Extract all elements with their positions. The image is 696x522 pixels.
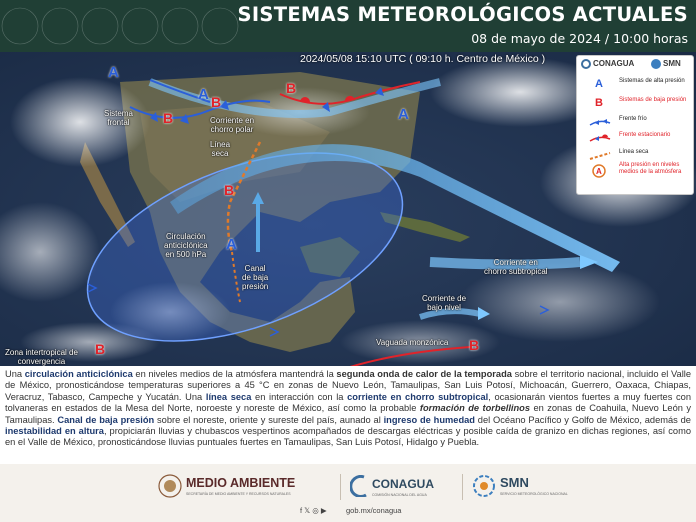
desc-keyword: formación de torbellinos bbox=[419, 403, 531, 414]
label-corriente-polar: Corriente en chorro polar bbox=[210, 116, 255, 134]
smn-logo-text: SMN bbox=[500, 475, 529, 490]
desc-keyword: Canal de baja presión bbox=[57, 414, 155, 425]
desc-text: , propiciarán lluvias y chubascos vespertinos acompañados de descargas eléctricas y posible caída de granizo en dichas regiones, así como en el Valle de México, pronosticándose lluvias puntuales fuertes en Tamaulipas, San Luis Potosí, Hidalgo y Puebla. bbox=[5, 426, 691, 448]
smn-logo-icon bbox=[651, 59, 661, 69]
low-pressure-marker: B bbox=[286, 80, 297, 96]
mid-level-low-icon bbox=[591, 163, 607, 179]
map-legend bbox=[576, 55, 694, 195]
header-bar bbox=[0, 0, 696, 52]
label-corriente-subtropical: Corriente en chorro subtropical bbox=[484, 258, 548, 276]
conagua-logo-icon bbox=[350, 475, 370, 497]
conagua-sub: COMISIÓN NACIONAL DEL AGUA bbox=[372, 493, 427, 497]
desc-text: en zonas de Coahuila, Nuevo León y Tamaulipas. bbox=[5, 403, 691, 425]
high-pressure-marker: A bbox=[108, 64, 119, 81]
legend-smn-text: SMN bbox=[663, 59, 681, 68]
high-pressure-marker: A bbox=[226, 236, 237, 253]
desc-keyword: ingreso de humedad bbox=[383, 414, 475, 425]
desc-keyword: circulación anticiclónica bbox=[24, 369, 133, 379]
high-pressure-icon: A bbox=[595, 78, 603, 90]
website-link[interactable]: gob.mx/conagua bbox=[346, 506, 402, 515]
legend-item bbox=[577, 116, 693, 132]
desc-text: sobre el territorio nacional, incluido el Valle de México, pronosticándose temperaturas superiores a 45 °C en zonas de Nuevo León, Tamaulipas, San Luis Potosí, Michoacán, Guerrero, Oaxaca, Chiapas, Veracruz, Tabasco, Campeche y Yucatán. Una bbox=[5, 369, 691, 402]
legend-item bbox=[577, 97, 693, 113]
desc-text: del Océano Pacífico y Golfo de México, además de bbox=[474, 414, 691, 425]
legend-label: Alta presión en niveles medios de la atmósfera bbox=[619, 162, 682, 175]
forecast-description bbox=[5, 369, 691, 449]
medio-ambiente-seal-icon bbox=[158, 474, 182, 498]
smn-logo-icon bbox=[472, 474, 496, 498]
high-pressure-marker: A bbox=[398, 106, 409, 123]
satellite-timestamp: 2024/05/08 15:10 UTC ( 09:10 h. Centro de México ) bbox=[300, 53, 546, 65]
desc-keyword: segunda onda de calor de la temporada bbox=[336, 369, 512, 379]
legend-logos bbox=[581, 58, 691, 72]
footer-divider bbox=[340, 474, 341, 500]
low-pressure-marker: B bbox=[95, 341, 106, 357]
desc-keyword: inestabilidad en altura bbox=[5, 426, 104, 437]
label-corriente-bajo-nivel: Corriente de bajo nivel bbox=[422, 294, 467, 312]
legend-label: Línea seca bbox=[619, 149, 649, 155]
dry-line-icon bbox=[589, 150, 611, 162]
low-pressure-marker: B bbox=[469, 337, 480, 353]
low-pressure-marker: B bbox=[224, 182, 235, 198]
low-pressure-marker: B bbox=[163, 110, 174, 126]
label-sistema-frontal: Sistema frontal bbox=[104, 109, 133, 127]
social-icons[interactable]: f 𝕏 ◎ ▶ bbox=[300, 506, 327, 515]
legend-conagua-text: CONAGUA bbox=[593, 59, 635, 68]
desc-text: , ocasionarán vientos fuertes a muy fuertes con tolvaneras en estados de la Mesa del Norte, noroeste y noreste de México, así como la probable bbox=[5, 391, 692, 414]
label-vaguada: Vaguada monzónica bbox=[376, 338, 449, 347]
smn-sub: SERVICIO METEOROLÓGICO NACIONAL bbox=[500, 492, 568, 496]
desc-text: en niveles medios de la atmósfera mantendrá la bbox=[132, 369, 337, 379]
desc-keyword: línea seca bbox=[205, 391, 252, 402]
svg-text:A: A bbox=[596, 167, 602, 176]
conagua-logo-icon bbox=[581, 59, 591, 69]
legend-label: Frente estacionario bbox=[619, 132, 671, 138]
label-zona-intertropical: Zona intertropical de convergencia bbox=[5, 348, 78, 366]
cold-front-icon bbox=[589, 117, 611, 129]
legend-label: Frente frío bbox=[619, 116, 647, 122]
desc-text: sobre el noreste, oriente y sureste del país, aunado al bbox=[154, 414, 384, 425]
stationary-front-icon bbox=[589, 133, 611, 145]
medio-ambiente-sub: SECRETARÍA DE MEDIO AMBIENTE Y RECURSOS NATURALES bbox=[186, 492, 291, 496]
forecast-description-panel bbox=[0, 366, 696, 464]
legend-label: Sistemas de alta presión bbox=[619, 78, 685, 84]
label-canal-baja: Canal de baja presión bbox=[242, 264, 269, 291]
legend-item bbox=[577, 132, 693, 148]
conagua-logo-text: CONAGUA bbox=[372, 477, 434, 491]
low-pressure-icon: B bbox=[595, 97, 603, 109]
low-pressure-marker: B bbox=[211, 94, 222, 110]
label-linea-seca: Línea seca bbox=[210, 140, 231, 158]
header-pattern bbox=[0, 0, 250, 52]
page-title: SISTEMAS METEOROLÓGICOS ACTUALES bbox=[237, 3, 688, 26]
high-pressure-marker: A bbox=[198, 86, 209, 103]
footer-divider bbox=[462, 474, 463, 500]
legend-item bbox=[577, 78, 693, 94]
desc-text: Una bbox=[5, 369, 25, 379]
legend-label: Sistemas de baja presión bbox=[619, 97, 687, 103]
medio-ambiente-logo-text: MEDIO AMBIENTE bbox=[186, 476, 296, 490]
desc-text: en interacción con la bbox=[251, 391, 348, 402]
legend-item bbox=[577, 162, 693, 178]
forecast-date: 08 de mayo de 2024 / 10:00 horas bbox=[471, 31, 688, 46]
label-circulacion: Circulación anticiclónica en 500 hPa bbox=[164, 232, 208, 259]
desc-keyword: corriente en chorro subtropical bbox=[347, 391, 489, 402]
